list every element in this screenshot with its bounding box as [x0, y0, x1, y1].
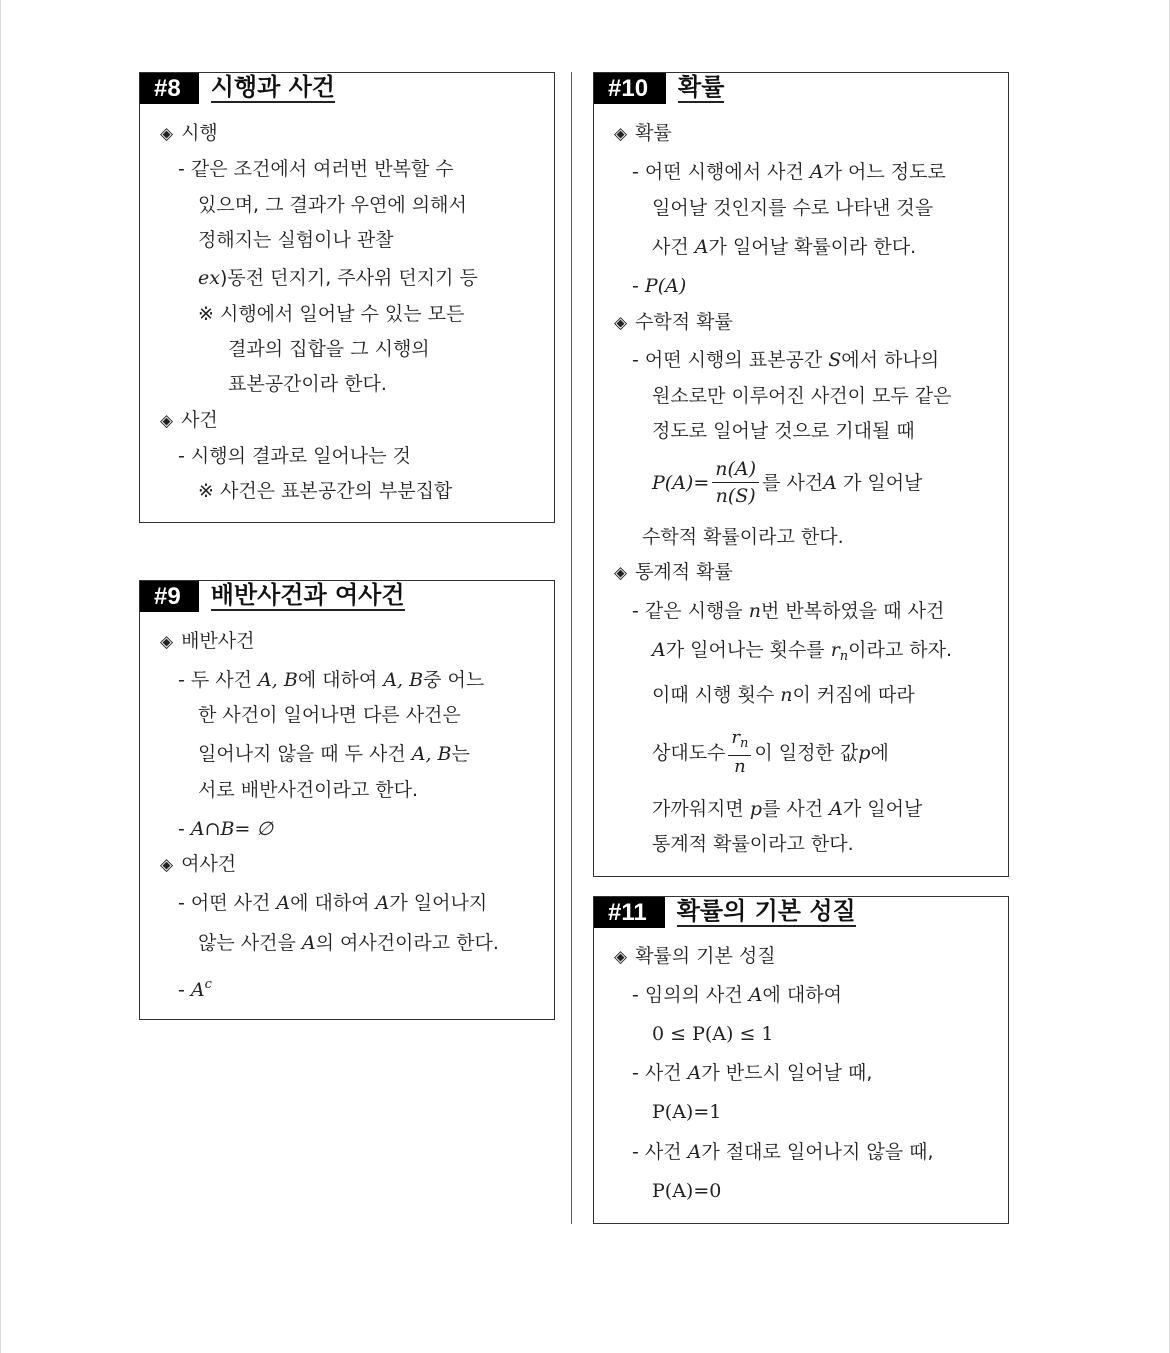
text-line: 사건 A가 일어날 확률이라 한다.	[652, 236, 917, 258]
diamond-bullet-icon: ◈	[160, 124, 174, 144]
heading-trial: ◈ 시행	[160, 122, 218, 144]
heading-mathematical-probability: ◈ 수학적 확률	[614, 311, 733, 333]
heading-probability: ◈ 확률	[614, 122, 672, 144]
heading-statistical-probability: ◈ 통계적 확률	[614, 561, 733, 583]
text-line: 통계적 확률이라고 한다.	[652, 833, 854, 855]
text-line: 않는 사건을 A의 여사건이라고 한다.	[198, 932, 499, 954]
heading-event: ◈ 사건	[160, 409, 218, 431]
text-line: 원소로만 이루어진 사건이 모두 같은	[652, 385, 952, 407]
example-line: ex)동전 던지기, 주사위 던지기 등	[198, 267, 478, 289]
section-11-number: #11	[594, 897, 665, 928]
formula-line: - P(A)	[632, 275, 687, 297]
text-line: - 어떤 사건 A에 대하여 A가 일어나지	[178, 892, 488, 914]
diamond-bullet-icon: ◈	[160, 411, 174, 431]
diamond-bullet-icon: ◈	[160, 855, 174, 875]
page-edge-left	[0, 0, 1, 1353]
diamond-bullet-icon: ◈	[614, 124, 628, 144]
text-line: - 어떤 시행의 표본공간 S에서 하나의	[632, 349, 940, 371]
note-line: ※ 사건은 표본공간의 부분집합	[198, 480, 453, 502]
section-9-number: #9	[140, 581, 199, 612]
fraction: $\frac{n(A)}{n(S)}$	[712, 456, 759, 509]
section-10-number: #10	[594, 73, 666, 104]
text-line: 표본공간이라 한다.	[228, 373, 387, 395]
section-11-title: 확률의 기본 성질	[676, 897, 856, 925]
text-line: 일어나지 않을 때 두 사건 A, B는	[198, 743, 470, 765]
section-9-header	[140, 581, 405, 612]
section-8-header	[140, 73, 335, 104]
formula-line: P(A)=1	[652, 1101, 722, 1123]
section-9-title: 배반사건과 여사건	[210, 581, 405, 609]
text-line: - 임의의 사건 A에 대하여	[632, 984, 842, 1006]
fraction: $\frac{r_n}{n}$	[728, 727, 751, 778]
section-9-box	[139, 580, 555, 1020]
text-line: - 사건 A가 반드시 일어날 때,	[632, 1062, 873, 1084]
diamond-bullet-icon: ◈	[614, 563, 628, 583]
formula-line: - $A^c$	[178, 977, 212, 1001]
formula-line: P(A)= $\frac{n(A)}{n(S)}$ 를 사건 A 가 일어날	[652, 458, 923, 507]
text-line: 가까워지면 p를 사건 A가 일어날	[652, 798, 923, 820]
diamond-bullet-icon: ◈	[614, 947, 628, 967]
text-line: 이때 시행 횟수 n이 커짐에 따라	[652, 684, 915, 706]
heading-exclusive-events: ◈ 배반사건	[160, 630, 255, 652]
text-line: 한 사건이 일어나면 다른 사건은	[198, 704, 461, 726]
text-line: 정도로 일어날 것으로 기대될 때	[652, 420, 915, 442]
text-line: - 같은 시행을 n번 반복하였을 때 사건	[632, 600, 945, 622]
text-line: 서로 배반사건이라고 한다.	[198, 779, 419, 801]
formula-line: 상대도수 $\frac{r_n}{n}$ 이 일정한 값 p 에	[652, 727, 889, 777]
diamond-bullet-icon: ◈	[160, 632, 174, 652]
section-10-header	[594, 73, 724, 104]
formula-line: 0 ≤ P(A) ≤ 1	[652, 1023, 774, 1045]
text-line: 있으며, 그 결과가 우연에 의해서	[198, 194, 467, 216]
section-10-box	[593, 72, 1009, 877]
text-line: - 두 사건 A, B에 대하여 A, B중 어느	[178, 669, 485, 691]
text-line: 결과의 집합을 그 시행의	[228, 338, 430, 360]
text-line: 일어날 것인지를 수로 나타낸 것을	[652, 197, 934, 219]
section-8-title: 시행과 사건	[210, 73, 335, 101]
formula-line: - A∩B= ∅	[178, 818, 274, 840]
column-divider	[571, 72, 572, 1224]
section-11-header	[594, 897, 856, 928]
text-line: - 같은 조건에서 여러번 반복할 수	[178, 158, 454, 180]
note-line: ※ 시행에서 일어날 수 있는 모든	[198, 303, 465, 325]
text-line: - 시행의 결과로 일어나는 것	[178, 445, 411, 467]
diamond-bullet-icon: ◈	[614, 313, 628, 333]
text-line: 정해지는 실험이나 관찰	[198, 229, 394, 251]
section-8-number: #8	[140, 73, 199, 104]
formula-line: P(A)=0	[652, 1180, 722, 1202]
text-line: - 사건 A가 절대로 일어나지 않을 때,	[632, 1141, 934, 1163]
section-10-title: 확률	[678, 73, 725, 101]
text-line: - 어떤 시행에서 사건 A가 어느 정도로	[632, 161, 946, 183]
section-8-box	[139, 72, 555, 523]
section-11-box	[593, 896, 1009, 1224]
heading-complement: ◈ 여사건	[160, 853, 237, 875]
text-line: A가 일어나는 횟수를 $r_n$이라고 하자.	[652, 639, 953, 664]
heading-basic-properties: ◈ 확률의 기본 성질	[614, 945, 776, 967]
text-line: 수학적 확률이라고 한다.	[642, 526, 844, 548]
